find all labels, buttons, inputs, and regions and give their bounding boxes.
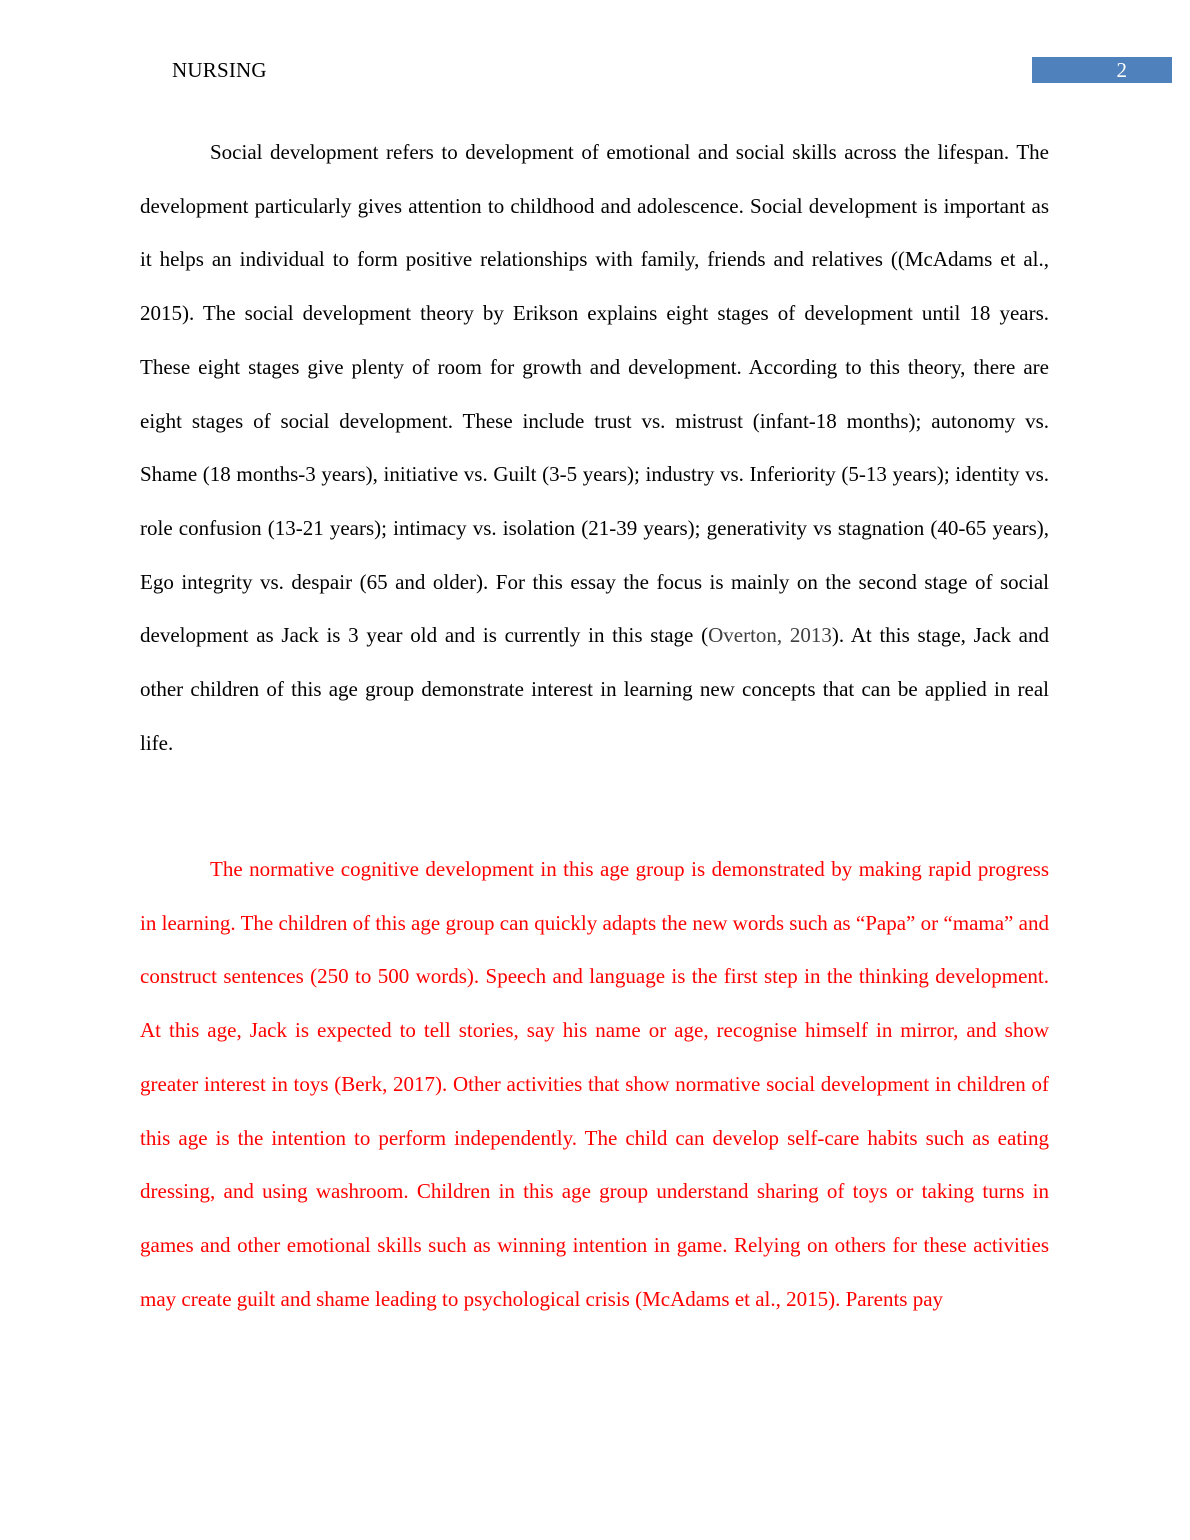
paragraph-1-text-start: Social development refers to development of emotional and social skills across the lifespan. The development particularly gives attention to childhood and adolescence. Social development is important as it helps an individual to form positive relationships with family, friends and relatives ((McAdams et al., 2015). The social development theory by Erikson explains eight stages of development until 18 years. These eight stages give plenty of room for growth and development. According to this theory, there are eight stages of social development. These include trust vs. mistrust (infant-18 months); autonomy vs. Shame (18 months-3 years), initiative vs. Guilt (3-5 years); industry vs. Inferiority (5-13 years); identity vs. role confusion (13-21 years); intimacy vs. isolation (21-39 years); generativity vs stagnation (40-65 years), Ego integrity vs. despair (65 and older). For this essay the focus is mainly on the second stage of social development as Jack is 3 year old and is currently in this stage ( bbox=[140, 140, 1049, 648]
running-head: NURSING bbox=[172, 58, 267, 82]
page-number-box bbox=[1032, 57, 1172, 83]
paragraph-cognitive-development: The normative cognitive development in this age group is demonstrated by making rapid progress in learning. The children of this age group can quickly adapts the new words such as “Papa” or “mama” and construct sentences (250 to 500 words). Speech and language is the first step in the thinking development. At this age, Jack is expected to tell stories, say his name or age, recognise himself in mirror, and show greater interest in toys (Berk, 2017). Other activities that show normative social development in children of this age is the intention to perform independently. The child can develop self-care habits such as eating dressing, and using washroom. Children in this age group understand sharing of toys or taking turns in games and other emotional skills such as winning intention in game. Relying on others for these activities may create guilt and shame leading to psychological crisis (McAdams et al., 2015). Parents pay bbox=[140, 857, 1049, 1311]
paragraph-1-text-end: ). At this stage, Jack and other children of this age group demonstrate interest in learning new concepts that can be applied in real life. bbox=[140, 623, 1049, 755]
citation-overton: Overton, 2013 bbox=[708, 623, 832, 648]
paragraph-social-development bbox=[140, 126, 1049, 770]
page-number: 2 bbox=[1116, 58, 1127, 82]
